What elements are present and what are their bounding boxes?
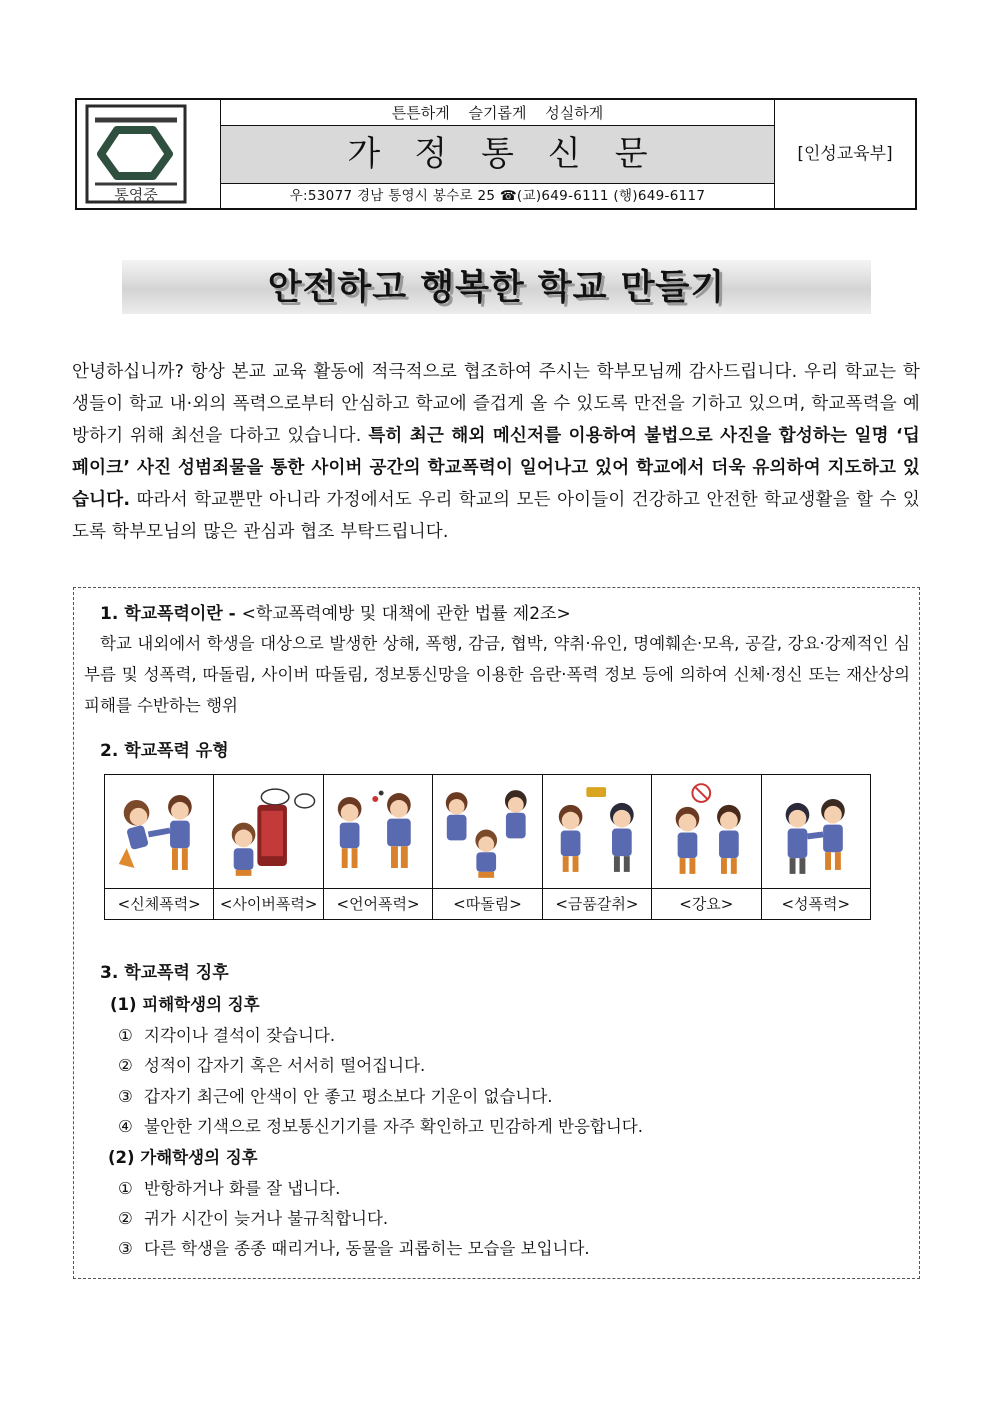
cyber-violence-illustration [214,775,322,889]
sexual-violence-illustration [762,775,870,889]
type-label: <언어폭력> [336,895,420,913]
intro-paragraph [72,356,920,548]
offender-sign-item [118,1235,590,1259]
coercion-illustration [652,775,760,889]
type-label: <신체폭력> [117,895,201,913]
type-cell [433,775,542,919]
title-banner [122,260,871,314]
type-cell [214,775,323,919]
department-label: [인성교육부] [797,144,893,164]
section2-title: 2. 학교폭력 유형 [100,741,229,761]
violence-types-table [104,774,871,920]
offender-sign-item [118,1175,340,1199]
section3-title: 3. 학교폭력 징후 [100,963,229,983]
item-number: ② [118,1209,133,1228]
intro-text-1: 안녕하십니까? 항상 본교 교육 활동에 적극적으로 협조하여 주시는 학부모님께 감사드립니다. 우리 학교는 학생들이 학교 내·외의 폭력으로부터 안심하고 학교에 즐겁게 올 수 있도록 만전을 기하고 있으며, 학교폭력을 예방하기 위해 최선을 다하고 있습니다. [72,362,920,446]
item-text: 귀가 시간이 늦거나 불규칙합니다. [144,1209,389,1228]
victim-sign-item [118,1083,553,1107]
banner-title: 안전하고 행복한 학교 만들기 [267,268,726,308]
intro-bold-text: 특히 최근 해외 메신저를 이용하여 불법으로 사진을 합성하는 일명 ‘딥페이크’ 사진 성범죄물을 통한 사이버 공간의 학교폭력이 일어나고 있어 학교에서 더욱 유의하여 지도하고 있습니다. [72,426,921,510]
section1-body: 학교 내외에서 학생을 대상으로 발생한 상해, 폭행, 감금, 협박, 약취·유인, 명예훼손·모욕, 공갈, 강요·강제적인 심부름 및 성폭력, 따돌림, 사이버 따돌림, 정보통신망을 이용한 음란·폭력 정보 등에 의하여 신체·정신 또는 재산상의 피해를 수반하는 행위 [84,634,910,715]
item-number: ④ [118,1117,133,1136]
extortion-illustration [543,775,651,889]
item-text: 다른 학생을 종종 때리거나, 동물을 괴롭히는 모습을 보입니다. [144,1239,590,1258]
type-label: <따돌림> [453,895,522,913]
type-label: <사이버폭력> [219,895,318,913]
victim-signs-title: (1) 피해학생의 징후 [110,995,260,1014]
section1-title [100,599,571,624]
school-address: 우:53077 경남 통영시 봉수로 25 ☎(교)649-6111 (행)649-6117 [289,188,706,204]
type-cell [324,775,433,919]
item-text: 지각이나 결석이 잦습니다. [144,1026,336,1045]
school-logo [77,100,221,208]
victim-sign-item [118,1052,425,1076]
item-number: ② [118,1056,133,1075]
verbal-violence-illustration [324,775,432,889]
type-label: <금품갈취> [555,895,639,913]
item-number: ③ [118,1087,133,1106]
info-box [73,587,920,1279]
type-cell [543,775,652,919]
victim-sign-item [118,1113,643,1137]
school-motto: 튼튼하게 슬기롭게 성실하게 [221,100,774,126]
type-label: <성폭력> [781,895,851,913]
physical-violence-illustration [105,775,213,889]
intro-text-2: 따라서 학교뿐만 아니라 가정에서도 우리 학교의 모든 아이들이 건강하고 안전한 학교생활을 할 수 있도록 학부모님의 많은 관심과 협조 부탁드립니다. [72,490,920,542]
section1-law: <학교폭력예방 및 대책에 관한 법률 제2조> [241,604,571,624]
type-cell [762,775,870,919]
item-text: 불안한 기색으로 정보통신기기를 자주 확인하고 민감하게 반응합니다. [144,1117,643,1136]
type-label: <강요> [679,895,734,913]
victim-sign-item [118,1022,335,1046]
type-cell [652,775,761,919]
item-text: 반항하거나 화를 잘 냅니다. [144,1179,341,1198]
bullying-illustration [433,775,541,889]
item-number: ① [118,1026,133,1045]
item-number: ① [118,1179,133,1198]
newsletter-title: 가정통신문 [221,126,774,184]
logo-text: 통영중 [114,186,158,204]
section1-heading: 1. 학교폭력이란 - [100,604,242,624]
item-number: ③ [118,1239,133,1258]
type-cell [105,775,214,919]
offender-sign-item [118,1205,388,1229]
item-text: 갑자기 최근에 안색이 안 좋고 평소보다 기운이 없습니다. [144,1087,553,1106]
item-text: 성적이 갑자기 혹은 서서히 떨어집니다. [144,1056,426,1075]
offender-signs-title: (2) 가해학생의 징후 [108,1148,258,1167]
newsletter-header [75,98,917,210]
